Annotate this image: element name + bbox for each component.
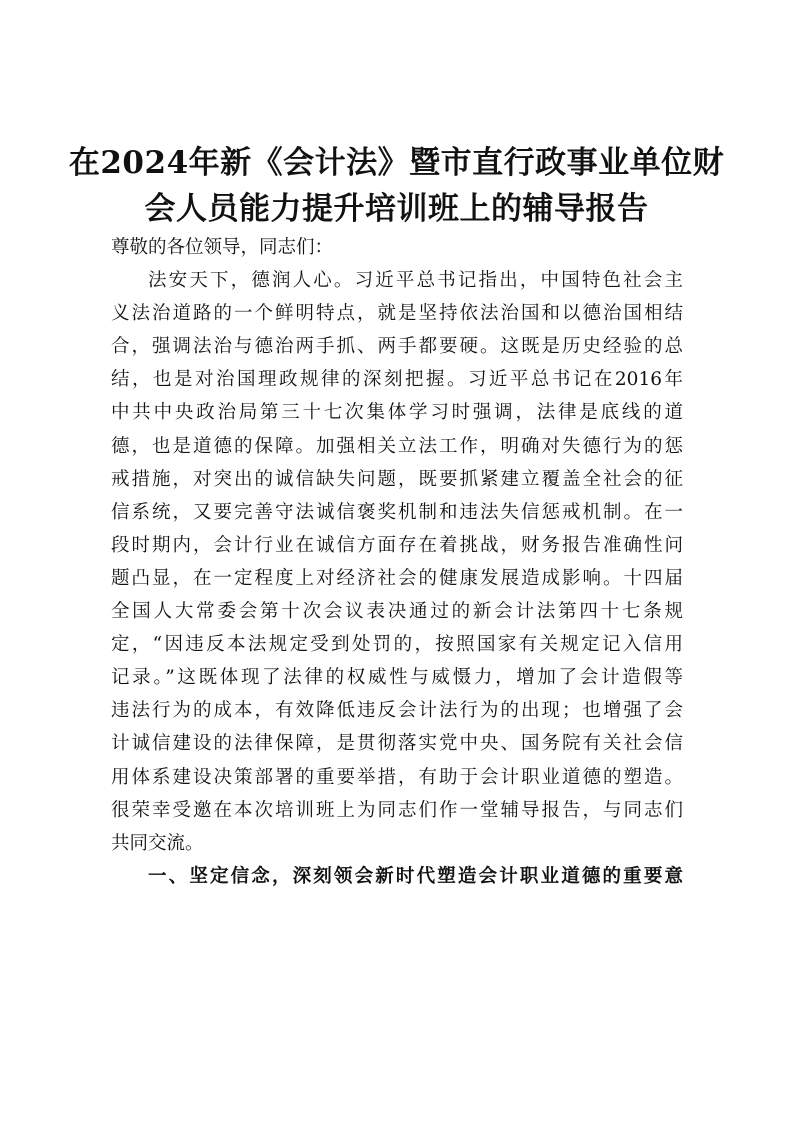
paragraph-line: 很荣幸受邀在本次培训班上为同志们作一堂辅导报告，与同志们	[111, 799, 683, 821]
paragraph-line: 用体系建设决策部署的重要举措，有助于会计职业道德的塑造。	[111, 766, 683, 788]
paragraph-line: 记录。”这既体现了法律的权威性与威慑力，增加了会计造假等	[111, 667, 683, 689]
paragraph-line: 合，强调法治与德治两手抓、两手都要硬。这既是历史经验的总	[111, 336, 683, 358]
paragraph-line: 德，也是道德的保障。加强相关立法工作，明确对失德行为的惩	[111, 435, 683, 457]
paragraph-line: 共同交流。	[111, 832, 204, 854]
paragraph-line: 违法行为的成本，有效降低违反会计法行为的出现；也增强了会	[111, 700, 683, 722]
paragraph-line: 中共中央政治局第三十七次集体学习时强调，法律是底线的道	[111, 402, 683, 424]
section-heading: 一、坚定信念，深刻领会新时代塑造会计职业道德的重要意	[148, 865, 683, 887]
title-line-2: 会人员能力提升培训班上的辅导报告	[144, 191, 649, 227]
paragraph-line: 段时期内，会计行业在诚信方面存在着挑战，财务报告准确性问	[111, 534, 683, 556]
document-title	[60, 140, 733, 232]
document-body	[111, 231, 683, 893]
paragraph-line: 计诚信建设的法律保障，是贯彻落实党中央、国务院有关社会信	[111, 733, 683, 755]
paragraph-line: 结，也是对治国理政规律的深刻把握。习近平总书记在2016年	[111, 369, 683, 391]
paragraph-line: 法安天下，德润人心。习近平总书记指出，中国特色社会主	[148, 270, 683, 292]
paragraph-line: 定，“因违反本法规定受到处罚的，按照国家有关规定记入信用	[111, 634, 683, 656]
title-line-1: 在2024年新《会计法》暨市直行政事业单位财	[68, 145, 725, 181]
paragraph-line: 题凸显，在一定程度上对经济社会的健康发展造成影响。十四届	[111, 567, 683, 589]
paragraph-line: 全国人大常委会第十次会议表决通过的新会计法第四十七条规	[111, 601, 683, 623]
paragraph-line: 义法治道路的一个鲜明特点，就是坚持依法治国和以德治国相结	[111, 303, 683, 325]
paragraph-line: 戒措施，对突出的诚信缺失问题，既要抓紧建立覆盖全社会的征	[111, 468, 683, 490]
salutation: 尊敬的各位领导，同志们：	[111, 237, 334, 258]
paragraph-line: 信系统，又要完善守法诚信褒奖机制和违法失信惩戒机制。在一	[111, 501, 683, 523]
